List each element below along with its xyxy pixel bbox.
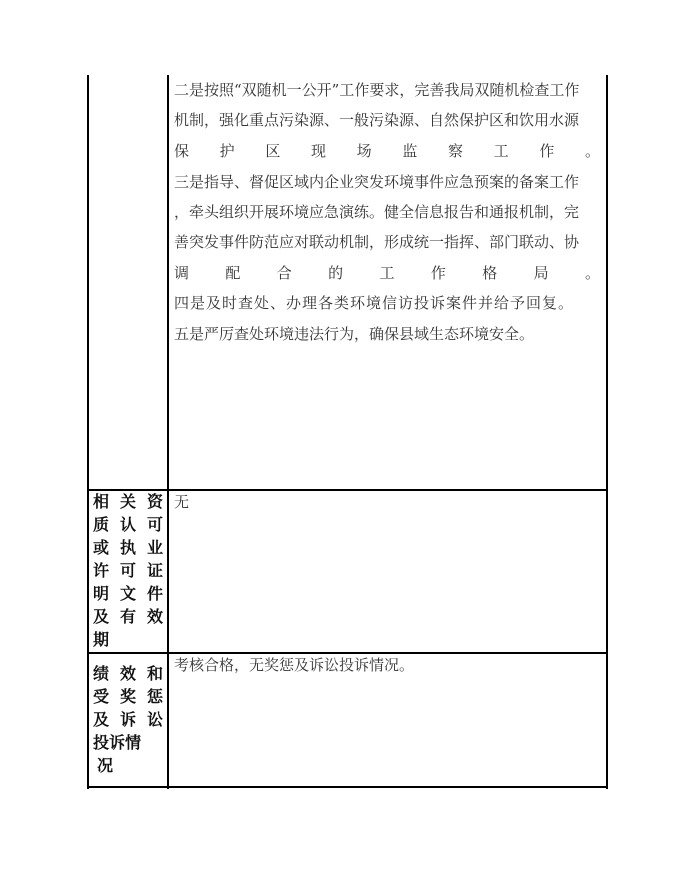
label-line: 相 关 资 <box>93 492 163 511</box>
table-bottom-border <box>87 786 608 788</box>
content-line: 机制，强化重点污染源、一般污染源、自然保护区和饮用水源 <box>174 111 580 129</box>
label-line: 明 文 件 <box>93 584 163 603</box>
content-line: 善突发事件防范应对联动机制，形成统一指挥、部门联动、协 <box>174 233 580 251</box>
label-line: 质 认 可 <box>93 515 163 534</box>
label-line: 及 诉 讼 <box>93 710 163 729</box>
label-line: 或 执 业 <box>93 538 163 557</box>
label-line: 投诉情 <box>93 733 142 752</box>
qualification-content: 无 <box>174 493 190 511</box>
content-line: 保 护 区 现 场 监 察 工 作 。 <box>174 142 600 160</box>
label-line: 绩 效 和 <box>93 664 163 683</box>
row-divider <box>87 489 608 491</box>
content-line: 三是指导、督促区域内企业突发环境事件应急预案的备案工作 <box>174 173 580 191</box>
label-line: 期 <box>93 630 110 649</box>
content-line: 调 配 合 的 工 作 格 局 。 <box>174 264 600 282</box>
table-right-border <box>606 75 608 789</box>
performance-content: 考核合格，无奖惩及诉讼投诉情况。 <box>174 656 415 674</box>
label-line: 受 奖 惩 <box>93 687 163 706</box>
row-divider <box>87 652 608 654</box>
content-line: 四是及时查处、办理各类环境信访投诉案件并给予回复。 <box>174 294 575 312</box>
table-column-divider <box>167 75 169 789</box>
label-line: 况 <box>97 756 114 775</box>
label-line: 及 有 效 <box>93 607 163 626</box>
content-line: 五是严厉查处环境违法行为，确保县域生态环境安全。 <box>174 325 535 343</box>
content-line: 二是按照“双随机一公开”工作要求，完善我局双随机检查工作 <box>174 81 580 99</box>
content-line: ，牵头组织开展环境应急演练。健全信息报告和通报机制，完 <box>174 203 580 221</box>
label-line: 许 可 证 <box>93 561 163 580</box>
table-left-border <box>87 75 89 789</box>
